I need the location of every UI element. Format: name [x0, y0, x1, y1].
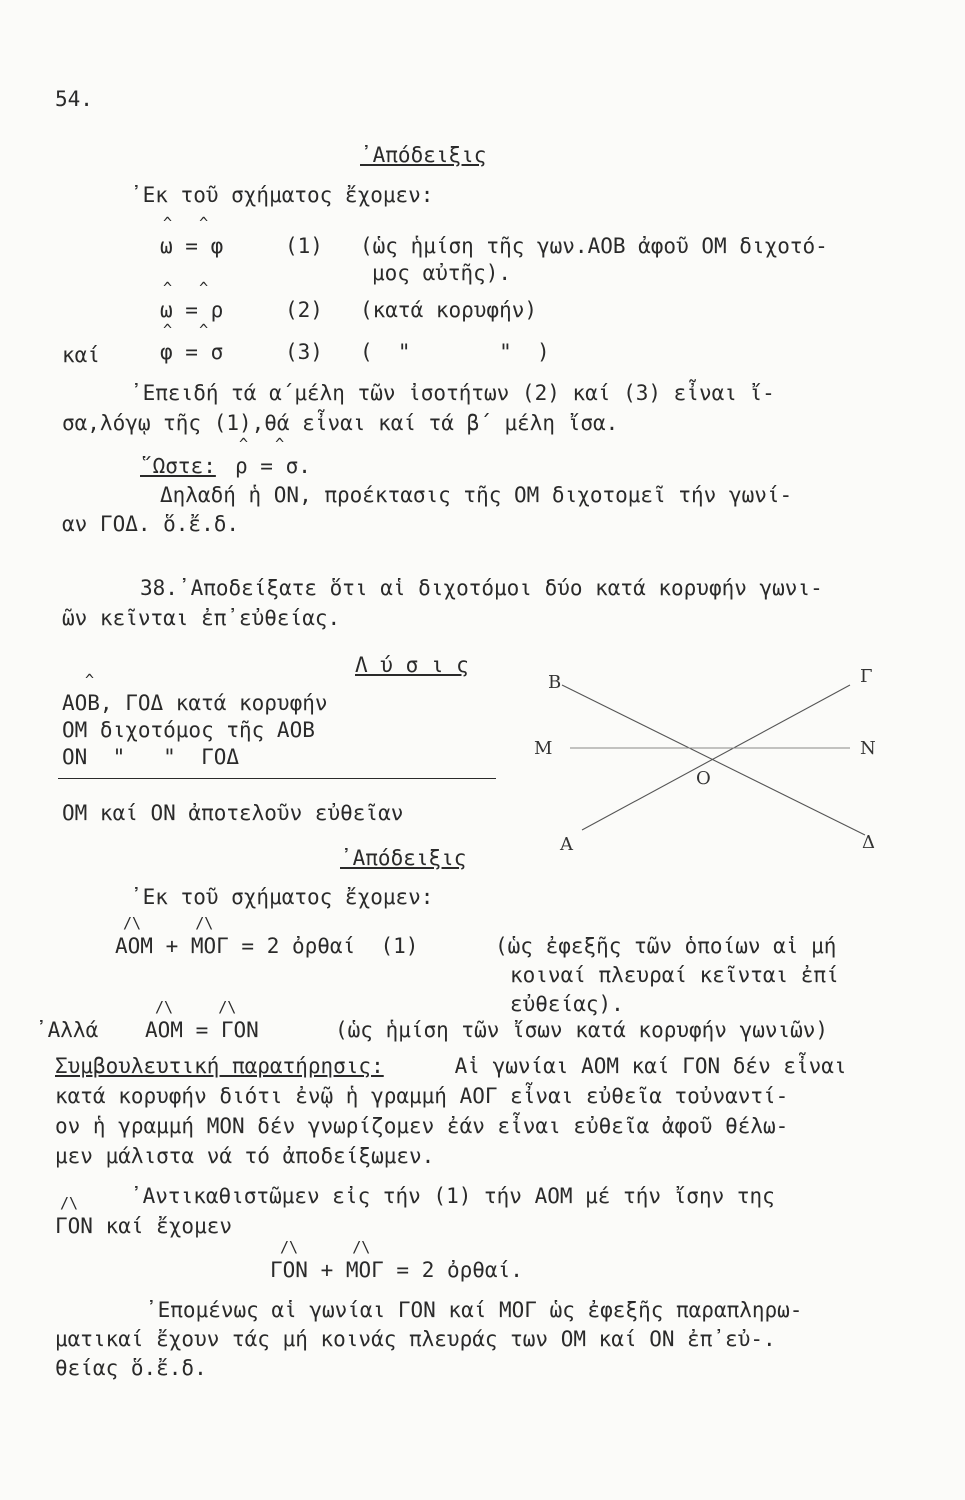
hat-mark: /\ /\ [155, 998, 237, 1016]
hat-mark: /\ [60, 1194, 79, 1212]
equation-2-number: (2) [285, 298, 323, 322]
final-line-2: ματικαί ἔχουν τάς μή κοινάς πλευράς των ΟΜ καί ΟΝ ἐπ᾿εὐ-. [55, 1327, 776, 1351]
equation-3-prefix: καί [62, 343, 100, 367]
conclusion-line-2: αν ΓΟΔ. ὅ.ἔ.δ. [62, 512, 240, 536]
label-B: Β [548, 672, 562, 693]
proof-intro: ᾿Εκ τοῦ σχήματος ἔχομεν: [130, 183, 434, 207]
equation-38-1: ΑΟΜ + ΜΟΓ = 2 ὀρθαί (1) [115, 934, 419, 958]
hat-mark: ^ ^ [163, 279, 209, 297]
geometry-figure [520, 660, 900, 860]
equation-1-lhs: ω = φ [160, 234, 224, 258]
given-1: ΑΟΒ, ΓΟΔ κατά κορυφήν [62, 691, 328, 715]
equation-2-lhs: ω = ρ [160, 298, 224, 322]
label-G: Γ [860, 666, 873, 687]
since-line-1: ᾿Επειδή τά α΄μέλη τῶν ἰσοτήτων (2) καί (3) εἶναι ἴ- [130, 381, 775, 405]
equation-3-number: (3) [285, 340, 323, 364]
hat-mark: ^ ^ [163, 321, 209, 339]
equation-38-1-reason-2: κοιναί πλευραί κεῖνται ἐπί [510, 963, 839, 987]
given-3: ΟΝ " " ΓΟΔ [62, 745, 240, 769]
given-2: ΟΜ διχοτόμος τῆς ΑΟΒ [62, 718, 315, 742]
equation-38-2-reason: (ὡς ἡμίση τῶν ἴσων κατά κορυφήν γωνιῶν) [335, 1018, 829, 1042]
note-line-1: Αἱ γωνίαι ΑΟΜ καί ΓΟΝ δέν εἶναι [442, 1054, 847, 1078]
equation-1-reason: (ὡς ἡμίση τῆς γων.ΑΟΒ ἀφοῦ ΟΜ διχοτό- [360, 234, 828, 258]
page-number: 54. [55, 87, 93, 111]
hat-mark: ^ ^ [239, 435, 285, 453]
proof-intro-2: ᾿Εκ τοῦ σχήματος ἔχομεν: [130, 885, 434, 909]
equation-1-reason-cont: μος αὐτῆς). [372, 261, 512, 285]
final-line-3: θείας ὅ.ἔ.δ. [55, 1356, 207, 1380]
to-prove: ΟΜ καί ΟΝ ἀποτελοῦν εὐθεῖαν [62, 801, 404, 825]
equation-1-number: (1) [285, 234, 323, 258]
equation-38-2: ΑΟΜ = ΓΟΝ [145, 1018, 259, 1042]
label-N: Ν [860, 738, 876, 759]
label-O: Ο [696, 768, 711, 789]
final-line-1: ᾿Επομένως αἱ γωνίαι ΓΟΝ καί ΜΟΓ ὡς ἐφεξῆς παραπληρω- [145, 1298, 803, 1322]
conclusion-line-1: Δηλαδή ἡ ΟΝ, προέκτασις τῆς ΟΜ διχοτομεῖ τήν γωνί- [160, 483, 793, 507]
proof-heading-2: ᾿Απόδειξις [340, 846, 467, 870]
proof-heading: ᾿Απόδειξις [360, 143, 487, 167]
but-label: ᾿Αλλά [35, 1018, 99, 1042]
label-D: Δ [862, 832, 875, 853]
hat-mark: ^ [85, 671, 95, 689]
note-label: Συμβουλευτική παρατήρησις: [55, 1054, 384, 1078]
note-line-2: κατά κορυφήν διότι ἐνῷ ἡ γραμμή ΑΟΓ εἶναι εὐθεῖα τοὐναντί- [55, 1084, 789, 1108]
problem-38-line-1: 38.᾿Αποδείξατε ὅτι αἱ διχοτόμοι δύο κατά κορυφήν γωνι- [140, 576, 823, 600]
hence-label: ῞Ωστε: [140, 454, 216, 478]
line-B-D [562, 685, 865, 835]
substitute-line-2: ΓΟΝ καί ἔχομεν [55, 1214, 233, 1238]
since-line-2: σα,λόγῳ τῆς (1),θά εἶναι καί τά β΄ μέλη ἴσα. [62, 411, 619, 435]
equation-3-lhs: φ = σ [160, 340, 224, 364]
label-M: Μ [534, 738, 553, 759]
note-line-3: ον ἡ γραμμή ΜΟΝ δέν γνωρίζομεν ἐάν εἶναι εὐθεῖα ἀφοῦ θέλω- [55, 1114, 789, 1138]
equation-2-reason: (κατά κορυφήν) [360, 298, 538, 322]
label-A: Α [560, 834, 573, 855]
hat-mark: /\ /\ [280, 1238, 371, 1256]
given-rule [58, 778, 496, 779]
hat-mark: /\ /\ [123, 914, 214, 932]
solution-heading: Λ ύ σ ι ς [355, 653, 469, 677]
equation-38-1-reason-3: εὐθείας). [510, 992, 624, 1016]
problem-38-line-2: ῶν κεῖνται ἐπ᾿εὐθείας. [62, 606, 341, 630]
note-line-4: μεν μάλιστα νά τό ἀποδείξωμεν. [55, 1144, 435, 1168]
hat-mark: ^ ^ [163, 214, 209, 232]
substitute-line-1: ᾿Αντικαθιστῶμεν εἰς τήν (1) τήν ΑΟΜ μέ τήν ἴσην της [130, 1184, 775, 1208]
hence-equation: ρ = σ. [235, 454, 311, 478]
equation-38-3: ΓΟΝ + ΜΟΓ = 2 ὀρθαί. [270, 1258, 523, 1282]
equation-38-1-reason-1: (ὡς ἐφεξῆς τῶν ὁποίων αἱ μή [495, 934, 837, 958]
equation-3-reason: ( " " ) [360, 340, 550, 364]
